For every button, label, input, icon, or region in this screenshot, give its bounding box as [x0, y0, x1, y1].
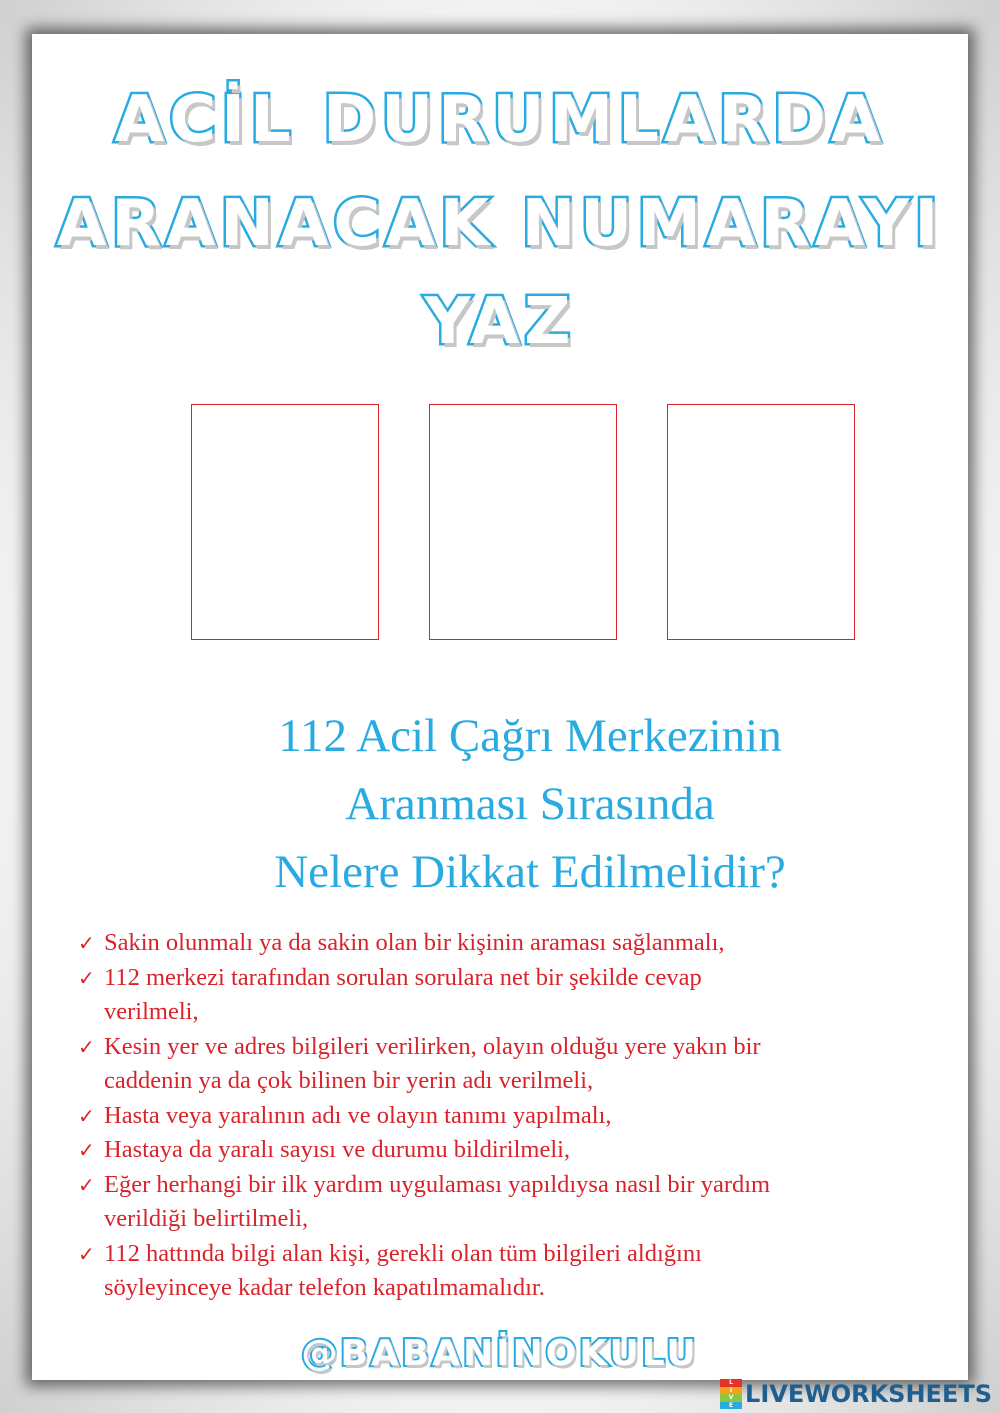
question-line-3: Nelere Dikkat Edilmelidir? — [274, 846, 786, 898]
check-icon: ✓ — [78, 1138, 95, 1162]
question-line-1: 112 Acil Çağrı Merkezinin — [278, 710, 782, 762]
rule-text: Eğer herhangi bir ilk yardım uygulaması yapıldıysa nasıl bir yardım — [104, 1170, 771, 1198]
rule-text: Sakin olunmalı ya da sakin olan bir kişinin araması sağlanmalı, — [104, 929, 725, 956]
liveworksheets-wordmark: LIVEWORKSHEETS — [745, 1380, 992, 1408]
rule-item — [76, 1133, 946, 1168]
rule-item — [76, 1099, 946, 1134]
rule-item — [76, 926, 946, 961]
rule-item — [76, 961, 946, 1030]
rule-text-continued: verilmeli, — [104, 998, 199, 1025]
badge-letter: E — [720, 1402, 742, 1410]
rule-text-continued: verildiği belirtilmeli, — [104, 1205, 309, 1232]
title-line-1: ACİL DURUMLARDA — [114, 83, 886, 157]
rule-text: Hastaya da yaralı sayısı ve durumu bildirilmeli, — [104, 1136, 571, 1163]
check-icon: ✓ — [78, 1103, 95, 1128]
check-icon: ✓ — [78, 931, 95, 955]
rule-text: Kesin yer ve adres bilgileri verilirken, olayın olduğu yere yakın bir — [104, 1032, 761, 1060]
question-heading — [180, 702, 880, 906]
author-handle: @BABANİNOKULU — [301, 1333, 699, 1374]
badge-letter: V — [720, 1394, 742, 1402]
answer-box-3[interactable] — [667, 404, 855, 640]
question-line-2: Aranması Sırasında — [345, 778, 715, 830]
liveworksheets-logo[interactable] — [720, 1378, 992, 1410]
rule-text-continued: söyleyinceye kadar telefon kapatılmamalıdır. — [104, 1274, 545, 1301]
rule-text: Hasta veya yaralının adı ve olayın tanımı yapılmalı, — [104, 1101, 612, 1129]
check-icon: ✓ — [78, 965, 95, 990]
rule-item — [76, 1030, 946, 1099]
rules-list — [76, 926, 946, 1306]
rule-text: 112 hattında bilgi alan kişi, gerekli olan tüm bilgileri aldığını — [104, 1239, 702, 1267]
title-line-3: YAZ — [424, 285, 576, 359]
rule-text: 112 merkezi tarafından sorulan sorulara net bir şekilde cevap — [104, 963, 702, 991]
rule-text-continued: caddenin ya da çok bilinen bir yerin adı verilmeli, — [104, 1067, 594, 1094]
rule-item — [76, 1168, 946, 1237]
rule-item — [76, 1237, 946, 1306]
answer-box-1[interactable] — [191, 404, 379, 640]
title-line-2: ARANACAK NUMARAYI — [56, 187, 944, 261]
check-icon: ✓ — [78, 1034, 95, 1059]
liveworksheets-badge-icon — [720, 1379, 742, 1409]
badge-letter: L — [720, 1379, 742, 1387]
answer-box-2[interactable] — [429, 404, 617, 640]
check-icon: ✓ — [78, 1172, 95, 1197]
badge-letter: I — [720, 1387, 742, 1395]
check-icon: ✓ — [78, 1241, 95, 1266]
